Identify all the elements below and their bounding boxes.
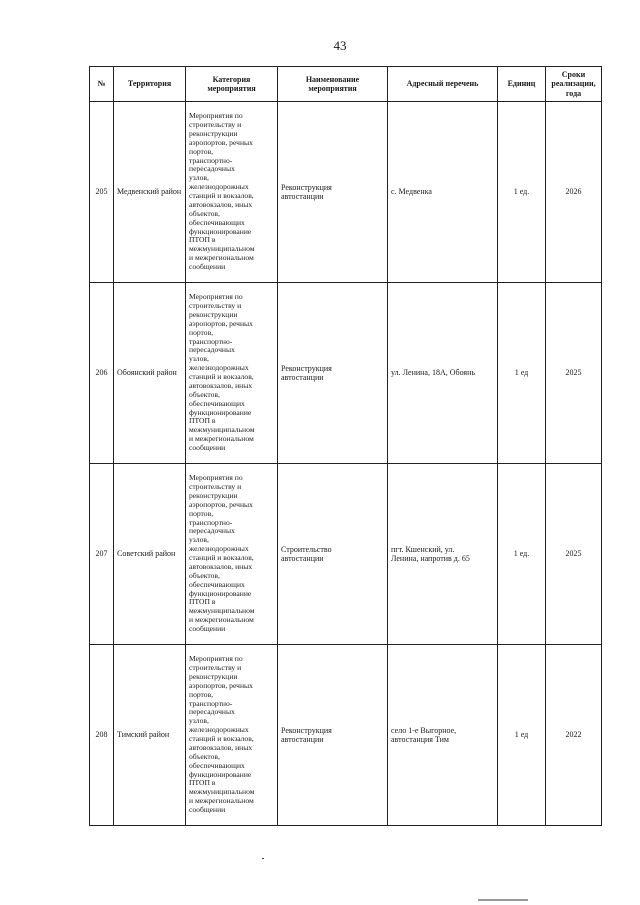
row-number: 206	[90, 283, 114, 464]
table-row	[90, 102, 602, 283]
row-category: Мероприятия по строительству и реконструкции аэропортов, речных портов, транспортно- пересадочных узлов, железнодорожных станций и вокзалов, автовокзалов, иных объектов, обеспечивающих функционирование ПТОП в межмуниципальном и межрегиональном сообщении	[186, 102, 278, 283]
measures-table	[89, 66, 602, 826]
row-territory: Тимский район	[114, 645, 186, 826]
row-units: 1 ед.	[498, 102, 546, 283]
table-row	[90, 464, 602, 645]
row-territory: Медвенский район	[114, 102, 186, 283]
row-year: 2025	[546, 464, 602, 645]
scan-artifact-line	[478, 899, 528, 901]
header-territory: Территория	[114, 67, 186, 102]
row-territory: Обоянский район	[114, 283, 186, 464]
table-row	[90, 283, 602, 464]
row-number: 205	[90, 102, 114, 283]
row-year: 2026	[546, 102, 602, 283]
row-number: 207	[90, 464, 114, 645]
row-year: 2022	[546, 645, 602, 826]
row-category: Мероприятия по строительству и реконструкции аэропортов, речных портов, транспортно- пересадочных узлов, железнодорожных станций и вокзалов, автовокзалов, иных объектов, обеспечивающих функционирование ПТОП в межмуниципальном и межрегиональном сообщении	[186, 645, 278, 826]
row-number: 208	[90, 645, 114, 826]
header-period: Сроки реализации, года	[546, 67, 602, 102]
scan-artifact-dot	[262, 858, 264, 859]
header-units: Единиц	[498, 67, 546, 102]
header-num: №	[90, 67, 114, 102]
row-address: село 1-е Выгорное, автостанция Тим	[388, 645, 498, 826]
row-measure-name: Строительство автостанции	[278, 464, 388, 645]
row-category: Мероприятия по строительству и реконструкции аэропортов, речных портов, транспортно- пересадочных узлов, железнодорожных станций и вокзалов, автовокзалов, иных объектов, обеспечивающих функционирование ПТОП в межмуниципальном и межрегиональном сообщении	[186, 464, 278, 645]
row-units: 1 ед	[498, 645, 546, 826]
row-measure-name: Реконструкция автостанции	[278, 102, 388, 283]
row-year: 2025	[546, 283, 602, 464]
row-category: Мероприятия по строительству и реконструкции аэропортов, речных портов, транспортно- пересадочных узлов, железнодорожных станций и вокзалов, автовокзалов, иных объектов, обеспечивающих функционирование ПТОП в межмуниципальном и межрегиональном сообщении	[186, 283, 278, 464]
row-address: ул. Ленина, 18А, Обоянь	[388, 283, 498, 464]
table-header-row	[90, 67, 602, 102]
row-address: с. Медвенка	[388, 102, 498, 283]
row-measure-name: Реконструкция автостанции	[278, 283, 388, 464]
row-address: пгт. Кшенский, ул. Ленина, напротив д. 65	[388, 464, 498, 645]
row-units: 1 ед	[498, 283, 546, 464]
table-row	[90, 645, 602, 826]
row-measure-name: Реконструкция автостанции	[278, 645, 388, 826]
row-units: 1 ед.	[498, 464, 546, 645]
header-name: Наименование мероприятия	[278, 67, 388, 102]
page-number: 43	[333, 38, 347, 53]
header-address: Адресный перечень	[388, 67, 498, 102]
header-category: Категория мероприятия	[186, 67, 278, 102]
row-territory: Советский район	[114, 464, 186, 645]
